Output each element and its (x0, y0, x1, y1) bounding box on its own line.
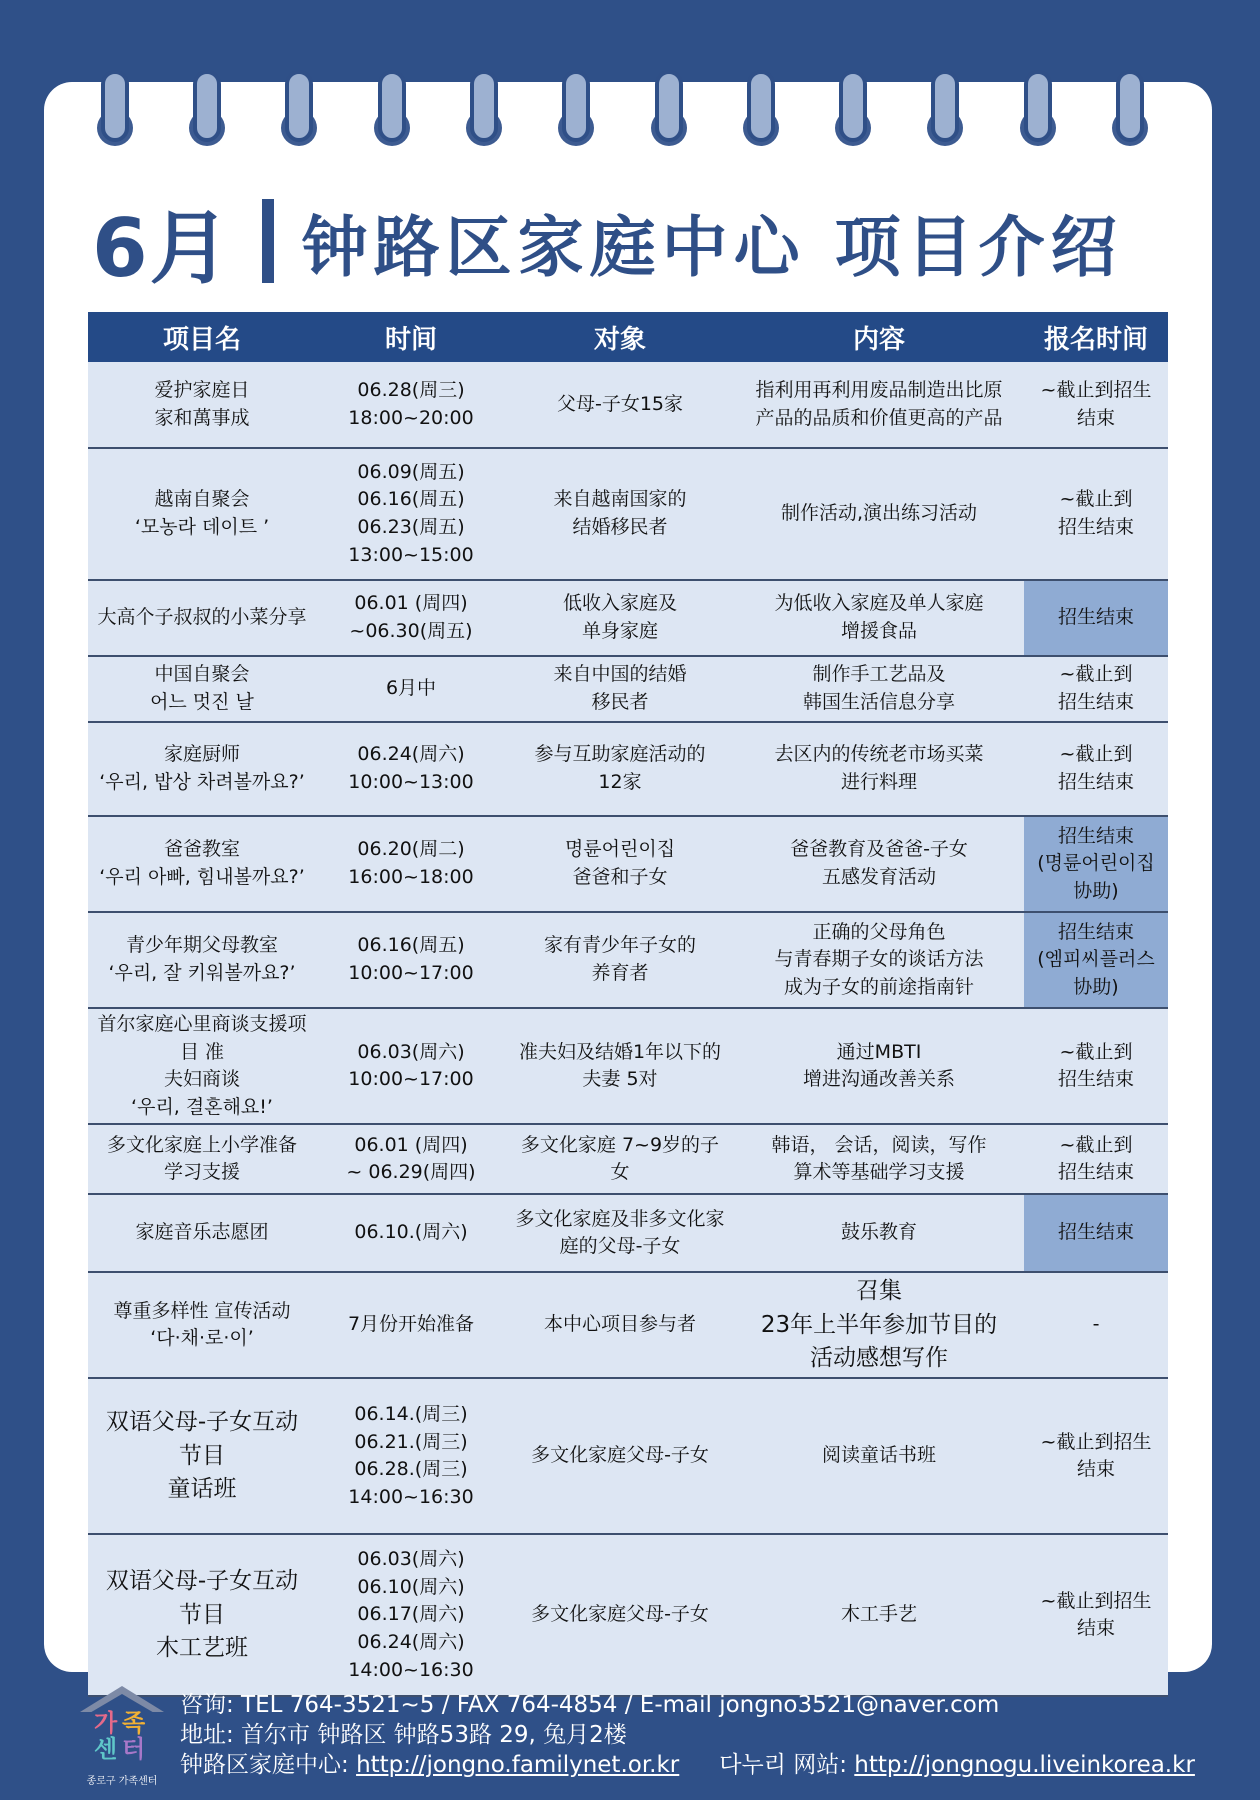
table-row (88, 362, 1168, 448)
cell-content: 鼓乐教育 (734, 1194, 1024, 1272)
cell-signup: ~截止到招生 结束 (1024, 1378, 1168, 1534)
cell-name: 多文化家庭上小学准备 学习支援 (88, 1124, 316, 1194)
cell-name: 爸爸教室 ‘우리 아빠, 힘내볼까요?’ (88, 816, 316, 912)
cell-target: 参与互助家庭活动的 12家 (506, 722, 734, 816)
cell-time: 06.09(周五) 06.16(周五) 06.23(周五) 13:00~15:00 (316, 448, 506, 580)
footer-contact: 咨询: TEL 764-3521~5 / FAX 764-4854 / E-mail jongno3521@naver.com (180, 1692, 1000, 1718)
cell-signup: ~截止到招生 结束 (1024, 362, 1168, 448)
center-site-link[interactable]: http://jongno.familynet.or.kr (356, 1752, 680, 1778)
cell-time: 06.20(周二) 16:00~18:00 (316, 816, 506, 912)
cell-name: 大高个子叔叔的小菜分享 (88, 580, 316, 656)
cell-name: 中国自聚会 어느 멋진 날 (88, 656, 316, 722)
table-header-row (88, 312, 1168, 362)
cell-content: 阅读童话书班 (734, 1378, 1024, 1534)
cell-content: 召集 23年上半年参加节目的 活动感想写作 (734, 1272, 1024, 1378)
cell-name: 家庭音乐志愿团 (88, 1194, 316, 1272)
binding-ring (557, 70, 595, 154)
binding-ring (742, 70, 780, 154)
binding-ring (1111, 70, 1149, 154)
cell-target: 来自越南国家的 结婚移民者 (506, 448, 734, 580)
center-site-label: 钟路区家庭中心: (180, 1752, 357, 1778)
logo-char-2: 족 (122, 1709, 146, 1737)
cell-time: 06.03(周六) 06.10(周六) 06.17(周六) 06.24(周六) 14:00~16:30 (316, 1534, 506, 1696)
title-divider (262, 199, 274, 283)
cell-signup: ~截止到 招生结束 (1024, 656, 1168, 722)
cell-name: 家庭厨师 ‘우리, 밥상 차려볼까요?’ (88, 722, 316, 816)
cell-content: 为低收入家庭及单人家庭 增援食品 (734, 580, 1024, 656)
cell-target: 家有青少年子女的 养育者 (506, 912, 734, 1008)
cell-signup: - (1024, 1272, 1168, 1378)
binding-ring (280, 70, 318, 154)
cell-content: 爸爸教育及爸爸-子女 五感发育活动 (734, 816, 1024, 912)
cell-time: 7月份开始准备 (316, 1272, 506, 1378)
cell-content: 通过MBTI 增进沟通改善关系 (734, 1008, 1024, 1124)
danuri-site-link[interactable]: http://jongnogu.liveinkorea.kr (854, 1752, 1195, 1778)
logo-char-1: 가 (94, 1709, 118, 1737)
cell-time: 06.01 (周四) ~ 06.29(周四) (316, 1124, 506, 1194)
cell-time: 06.03(周六) 10:00~17:00 (316, 1008, 506, 1124)
cell-time: 6月中 (316, 656, 506, 722)
danuri-site-label: 다누리 网站: (719, 1752, 855, 1778)
binding-ring (834, 70, 872, 154)
cell-signup: 招生结束 (엠피씨플러스 协助) (1024, 912, 1168, 1008)
cell-target: 명륜어린이집 爸爸和子女 (506, 816, 734, 912)
cell-content: 指利用再利用废品制造出比原 产品的品质和价值更高的产品 (734, 362, 1024, 448)
cell-target: 多文化家庭父母-子女 (506, 1534, 734, 1696)
cell-signup: ~截止到 招生结束 (1024, 1124, 1168, 1194)
cell-target: 父母-子女15家 (506, 362, 734, 448)
cell-time: 06.28(周三) 18:00~20:00 (316, 362, 506, 448)
cell-content: 制作手工艺品及 韩国生活信息分享 (734, 656, 1024, 722)
cell-content: 木工手艺 (734, 1534, 1024, 1696)
cell-time: 06.16(周五) 10:00~17:00 (316, 912, 506, 1008)
cell-time: 06.14.(周三) 06.21.(周三) 06.28.(周三) 14:00~16:30 (316, 1378, 506, 1534)
cell-content: 制作活动,演出练习活动 (734, 448, 1024, 580)
logo-caption: 종로구 가족센터 (86, 1776, 158, 1787)
cell-target: 低收入家庭及 单身家庭 (506, 580, 734, 656)
cell-content: 韩语， 会话，阅读，写作 算术等基础学习支援 (734, 1124, 1024, 1194)
table-row (88, 1124, 1168, 1194)
column-header-signup: 报名时间 (1024, 312, 1168, 362)
binding-ring (465, 70, 503, 154)
cell-time: 06.10.(周六) (316, 1194, 506, 1272)
cell-name: 首尔家庭心里商谈支援项目 准 夫妇商谈 ‘우리, 결혼해요!’ (88, 1008, 316, 1124)
cell-content: 去区内的传统老市场买菜 进行料理 (734, 722, 1024, 816)
cell-time: 06.01 (周四) ~06.30(周五) (316, 580, 506, 656)
footer-address: 地址: 首尔市 钟路区 钟路53路 29, 兔月2楼 (180, 1722, 627, 1748)
cell-target: 本中心项目参与者 (506, 1272, 734, 1378)
cell-name: 爱护家庭日 家和萬事成 (88, 362, 316, 448)
column-header-target: 对象 (506, 312, 734, 362)
cell-name: 越南自聚会 ‘모농라 데이트 ’ (88, 448, 316, 580)
family-center-logo (74, 1682, 170, 1790)
table-row (88, 816, 1168, 912)
cell-signup: 招生结束 (1024, 1194, 1168, 1272)
cell-signup: ~截止到 招生结束 (1024, 722, 1168, 816)
table-row (88, 1272, 1168, 1378)
binding-ring (373, 70, 411, 154)
binding-ring (926, 70, 964, 154)
logo-char-4: 터 (122, 1735, 146, 1763)
cell-target: 多文化家庭父母-子女 (506, 1378, 734, 1534)
cell-signup: ~截止到 招生结束 (1024, 1008, 1168, 1124)
column-header-time: 时间 (316, 312, 506, 362)
cell-target: 多文化家庭 7~9岁的子 女 (506, 1124, 734, 1194)
cell-name: 双语父母-子女互动 节目 木工艺班 (88, 1534, 316, 1696)
footer-links (180, 1750, 1195, 1780)
table-row (88, 1534, 1168, 1696)
logo-char-3: 센 (94, 1735, 118, 1763)
binding-ring (1019, 70, 1057, 154)
table-row (88, 580, 1168, 656)
table-row (88, 1008, 1168, 1124)
cell-target: 准夫妇及结婚1年以下的 夫妻 5对 (506, 1008, 734, 1124)
title-text: 钟路区家庭中心 项目介绍 (301, 208, 1123, 286)
table-row (88, 656, 1168, 722)
binding-ring (650, 70, 688, 154)
cell-signup: 招生结束 (명륜어린이집 协助) (1024, 816, 1168, 912)
binding-ring (96, 70, 134, 154)
table-row (88, 1194, 1168, 1272)
cell-content: 正确的父母角色 与青春期子女的谈话方法 成为子女的前途指南针 (734, 912, 1024, 1008)
cell-signup: 招生结束 (1024, 580, 1168, 656)
footer-info (180, 1690, 1195, 1780)
table-row (88, 722, 1168, 816)
cell-time: 06.24(周六) 10:00~13:00 (316, 722, 506, 816)
table-row (88, 448, 1168, 580)
cell-signup: ~截止到 招生结束 (1024, 448, 1168, 580)
cell-target: 多文化家庭及非多文化家 庭的父母-子女 (506, 1194, 734, 1272)
cell-signup: ~截止到招生 结束 (1024, 1534, 1168, 1696)
cell-target: 来自中国的结婚 移民者 (506, 656, 734, 722)
program-table (88, 312, 1168, 1697)
cell-name: 青少年期父母教室 ‘우리, 잘 키워볼까요?’ (88, 912, 316, 1008)
cell-name: 尊重多样性 宣传活动 ‘다·채·로·이’ (88, 1272, 316, 1378)
table-row (88, 912, 1168, 1008)
title-month: 6月 (92, 201, 232, 295)
table-row (88, 1378, 1168, 1534)
binding-ring (188, 70, 226, 154)
page-title (92, 196, 1123, 295)
cell-name: 双语父母-子女互动 节目 童话班 (88, 1378, 316, 1534)
column-header-name: 项目名 (88, 312, 316, 362)
column-header-content: 内容 (734, 312, 1024, 362)
